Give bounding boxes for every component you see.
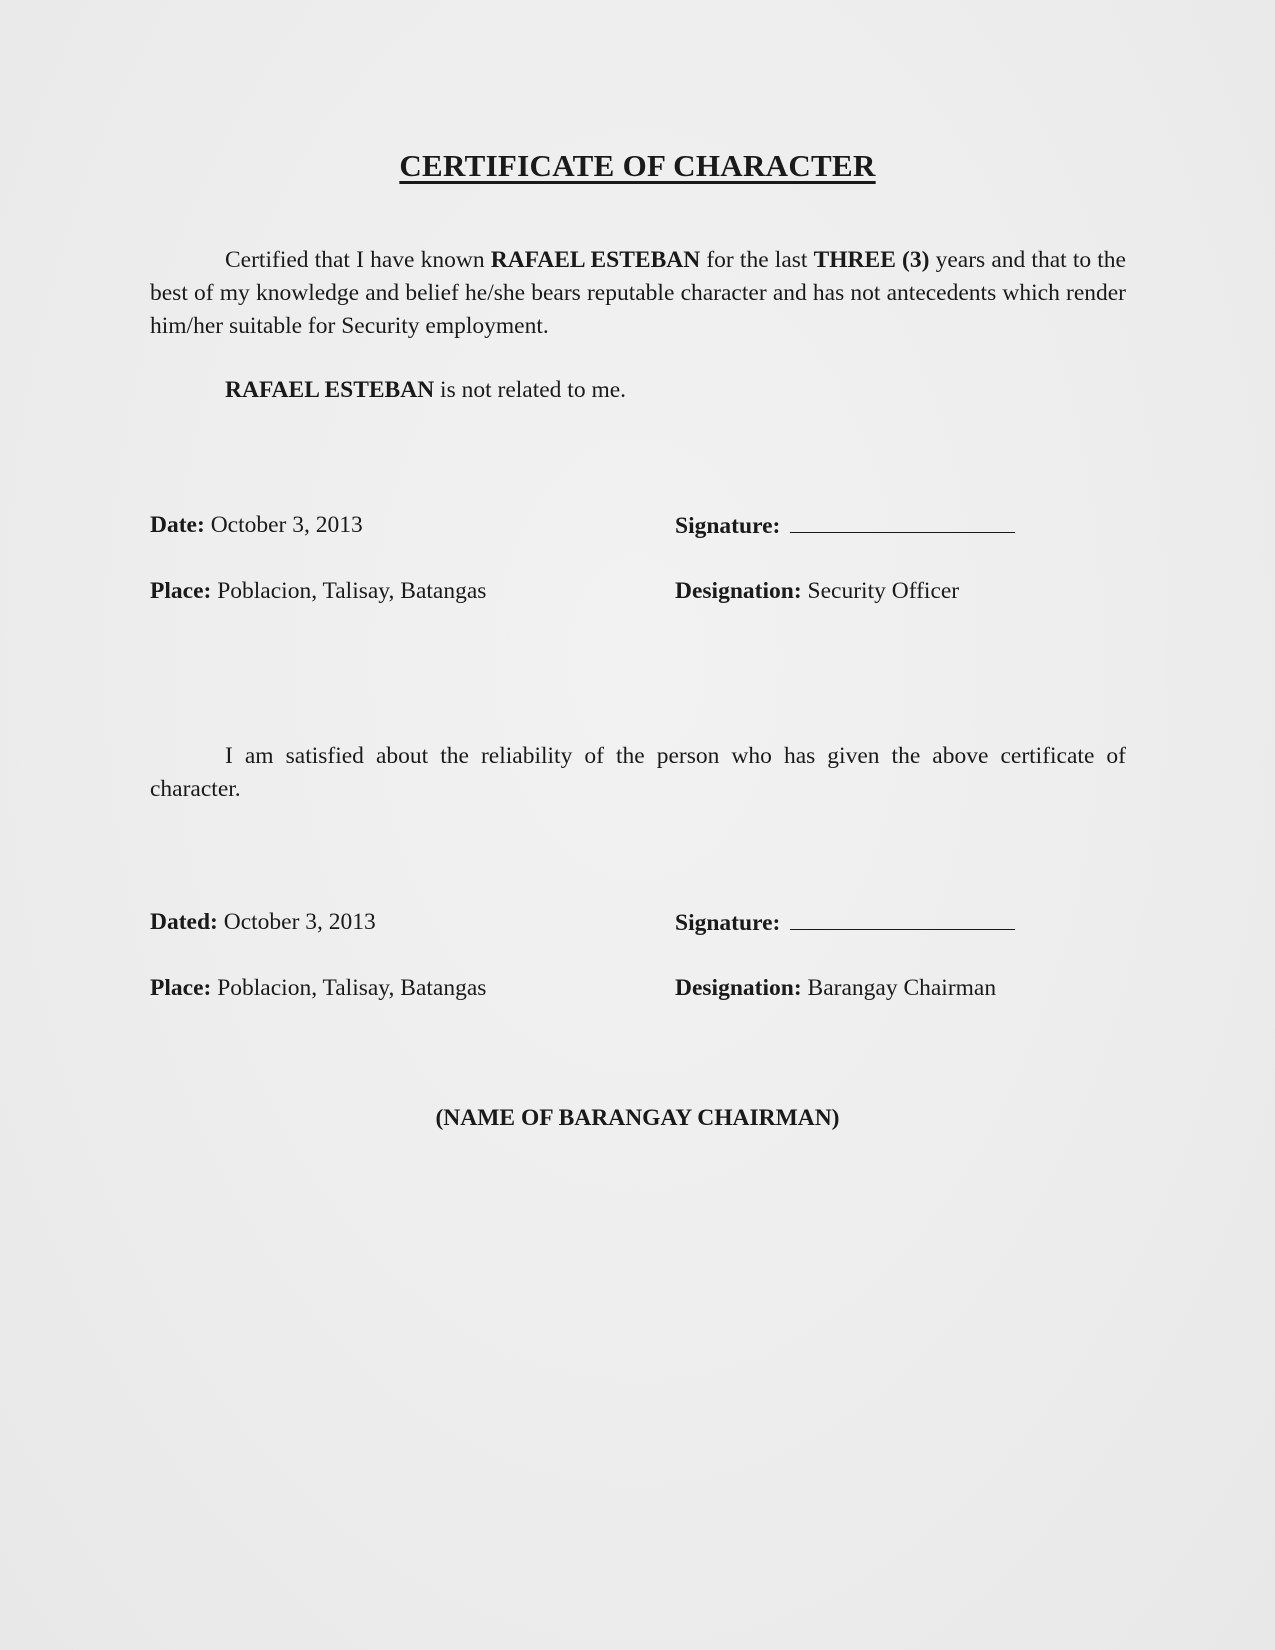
section2-date-label: Dated:: [150, 909, 218, 935]
section2-designation: [675, 973, 996, 1003]
section1-place-label: Place:: [150, 578, 212, 604]
section1-designation-value: Security Officer: [807, 578, 960, 604]
section1-date-label: Date:: [150, 512, 205, 538]
section1-date-value: October 3, 2013: [210, 512, 363, 538]
section2-signature: [675, 907, 1015, 938]
para1-text-1: Certified that I have known: [225, 247, 491, 273]
section2-designation-label: Designation:: [675, 975, 802, 1001]
section1-designation: [675, 576, 959, 606]
reliability-paragraph: I am satisfied about the reliability of the person who has given the above certificate of character.: [150, 743, 1126, 802]
certification-paragraph: [150, 244, 1126, 343]
section1-signature-line: [790, 510, 1015, 533]
section2-designation-value: Barangay Chairman: [807, 975, 997, 1001]
para1-text-2: for the last: [700, 247, 814, 273]
section2-date: [150, 907, 376, 937]
section2-signature-label: Signature:: [675, 910, 781, 936]
section2-place: [150, 973, 486, 1003]
page-title: CERTIFICATE OF CHARACTER: [399, 148, 876, 183]
section1-signature: [675, 510, 1015, 541]
person-name: RAFAEL ESTEBAN: [490, 247, 701, 273]
relation-text: is not related to me.: [434, 377, 627, 403]
section1-date: [150, 510, 363, 540]
section2-signature-line: [790, 907, 1015, 930]
section1-signature-label: Signature:: [675, 513, 781, 539]
section1-place: [150, 576, 486, 606]
para1-text-3: years and that to the best of my knowledge and belief he/she bears reputable character and has not antecedents which render him/her suitable for Security employment.: [150, 247, 1126, 339]
section1-place-value: Poblacion, Talisay, Batangas: [217, 578, 487, 604]
section2-date-value: October 3, 2013: [223, 909, 376, 935]
section2-place-value: Poblacion, Talisay, Batangas: [217, 975, 487, 1001]
years-known: THREE (3): [813, 247, 930, 273]
chairman-name-placeholder: (NAME OF BARANGAY CHAIRMAN): [435, 1105, 840, 1131]
section1-designation-label: Designation:: [675, 578, 802, 604]
relation-paragraph: [150, 374, 1126, 407]
relation-person-name: RAFAEL ESTEBAN: [225, 377, 435, 403]
section2-place-label: Place:: [150, 975, 212, 1001]
